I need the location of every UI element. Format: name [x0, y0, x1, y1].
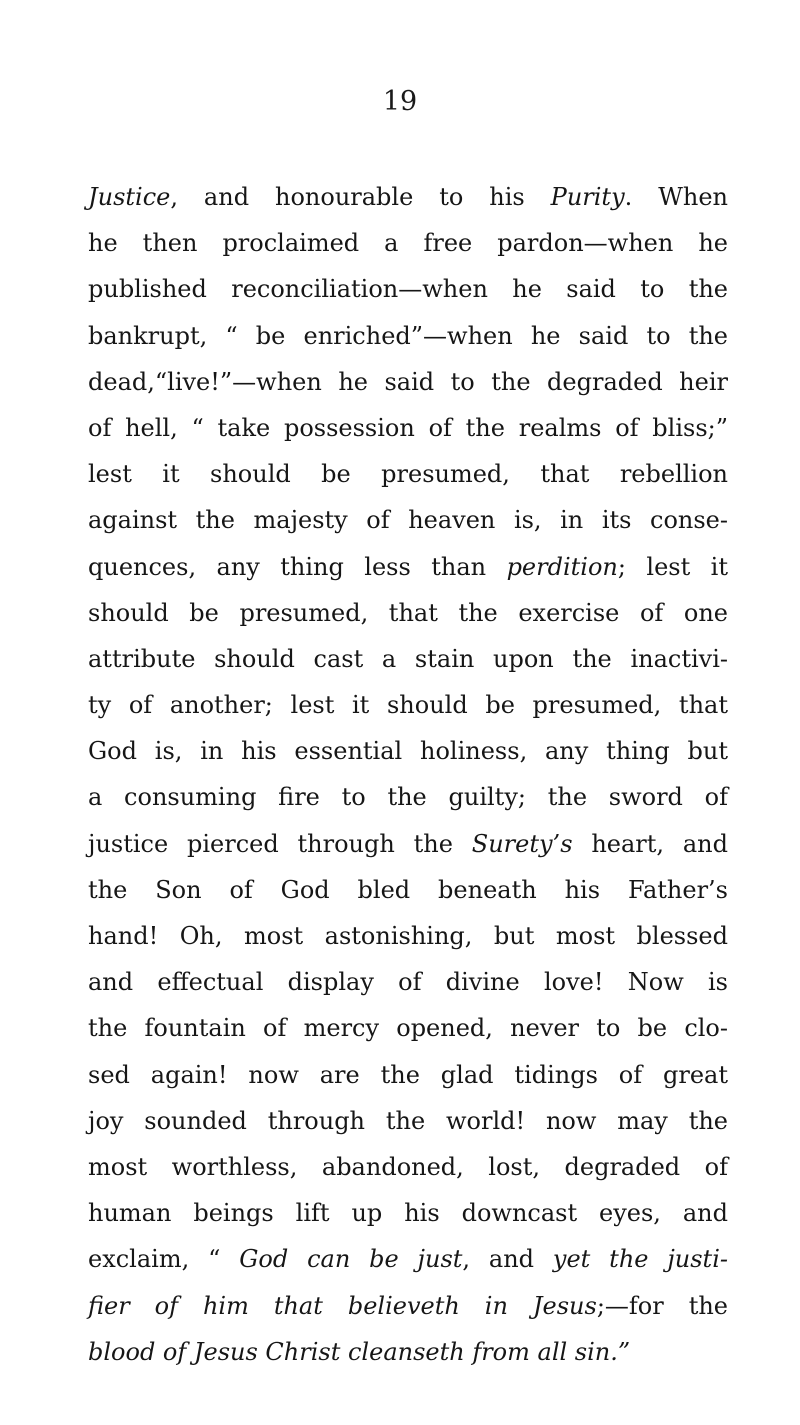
text-line [88, 728, 728, 774]
text-segment: of hell, “ take possession of the realms of bliss;” [88, 413, 728, 442]
text-line [88, 313, 728, 359]
text-segment: and effectual display of divine love! Now is [88, 968, 728, 997]
text-line [88, 1098, 728, 1144]
text-segment: the fountain of mercy opened, never to be clo- [88, 1014, 728, 1043]
text-segment: sed again! now are the glad tidings of great [88, 1060, 728, 1089]
page-number: 19 [382, 86, 418, 117]
text-segment: against the majesty of heaven is, in its conse- [88, 506, 728, 535]
text-segment: heart, and [572, 829, 728, 858]
text-segment: , and [462, 1245, 553, 1274]
text-segment: a consuming fire to the guilty; the sword of [88, 783, 728, 812]
text-segment: ;—for the [596, 1291, 728, 1320]
text-line [88, 913, 728, 959]
text-line [88, 959, 728, 1005]
italic-text-segment: Purity [550, 183, 625, 211]
text-segment: attribute should cast a stain upon the inactivi- [88, 644, 728, 673]
text-segment: exclaim, “ [88, 1245, 240, 1274]
text-segment: justice pierced through the [88, 829, 472, 858]
text-line [88, 821, 728, 867]
text-line [88, 1236, 728, 1282]
text-line [88, 405, 728, 451]
text-segment: joy sounded through the world! now may the [88, 1106, 728, 1135]
italic-text-segment: perdition [506, 552, 618, 581]
text-line [88, 636, 728, 682]
text-line [88, 682, 728, 728]
text-segment: most worthless, abandoned, lost, degraded of [88, 1152, 728, 1181]
text-line [88, 1052, 728, 1098]
text-segment: . When [624, 183, 728, 211]
italic-text-segment: yet the justi- [552, 1245, 728, 1274]
italic-text-segment: fier of him that believeth in Jesus [88, 1291, 597, 1320]
text-line [88, 220, 728, 266]
text-segment: published reconciliation—when he said to the [88, 275, 728, 304]
text-line [88, 1144, 728, 1190]
italic-text-segment: God can be just [239, 1245, 463, 1274]
text-segment: human beings lift up his downcast eyes, and [88, 1199, 728, 1228]
text-line [88, 266, 728, 312]
text-line [88, 774, 728, 820]
body-text [88, 174, 728, 1375]
text-segment: ty of another; lest it should be presumed, that [88, 691, 728, 720]
text-line [88, 174, 728, 220]
text-segment: ; lest it [617, 552, 728, 581]
text-segment: , and honourable to his [170, 183, 551, 211]
text-segment: hand! Oh, most astonishing, but most blessed [88, 922, 728, 950]
text-line [88, 590, 728, 636]
text-line [88, 1190, 728, 1236]
text-line [88, 867, 728, 913]
text-segment: God is, in his essential holiness, any thing but [88, 737, 728, 766]
italic-text-segment: blood of Jesus Christ cleanseth from all sin.” [88, 1337, 631, 1366]
text-line [88, 497, 728, 543]
text-segment: lest it should be presumed, that rebellion [88, 460, 728, 489]
text-segment: quences, any thing less than [88, 552, 507, 581]
text-segment: he then proclaimed a free pardon—when he [88, 229, 728, 258]
text-line [88, 1283, 728, 1329]
text-line [88, 451, 728, 497]
text-line [88, 1005, 728, 1051]
text-line [88, 359, 728, 405]
italic-text-segment: Justice [88, 183, 171, 211]
text-segment: the Son of God bled beneath his Father’s [88, 875, 728, 904]
text-segment: should be presumed, that the exercise of one [88, 598, 728, 627]
italic-text-segment: Surety’s [471, 829, 573, 858]
text-line [88, 1329, 728, 1375]
text-segment: dead,“live!”—when he said to the degraded heir [88, 367, 728, 396]
text-segment: bankrupt, “ be enriched”—when he said to the [88, 321, 728, 350]
text-line [88, 544, 728, 590]
